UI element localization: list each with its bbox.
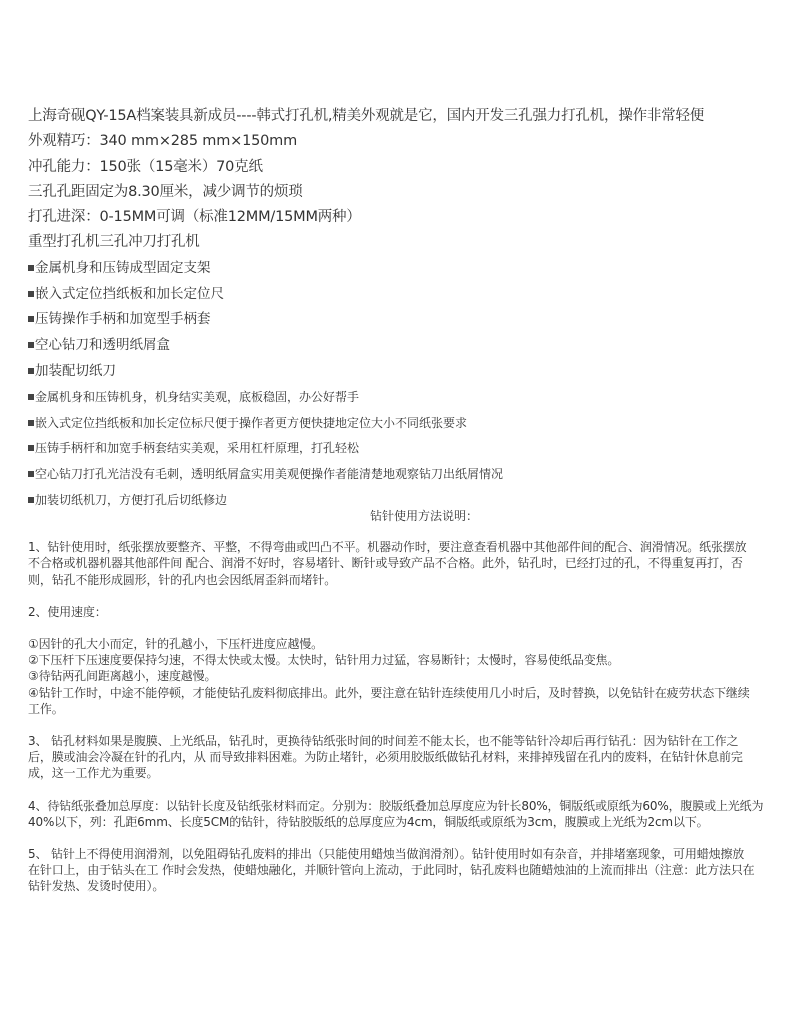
paragraph-line: 3、 钻孔材料如果是腹膜、上光纸品，钻孔时，更换待钻纸张时间的时间差不能太长，也不能等钻针冷却后再行钻孔：因为钻针在工作之	[28, 734, 739, 749]
list-item	[28, 256, 778, 282]
feature-list-detail	[28, 385, 778, 514]
list-item-text: 金属机身和压铸机身，机身结实美观，底板稳固，办公好帮手	[35, 389, 360, 404]
paragraph-line: ④钻针工作时，中途不能停顿，才能使钻孔废料彻底排出。此外，要注意在钻针连续使用几小时后，及时替换，以免钻针在疲劳状态下继续	[28, 685, 750, 700]
manual-paragraph-2	[28, 604, 780, 620]
square-bullet-icon	[28, 497, 34, 503]
list-item-text: 空心钻刀和透明纸屑盒	[35, 337, 170, 354]
feature-list-large	[28, 256, 778, 385]
paragraph-line: ③待钻两孔间距离越小，速度越慢。	[28, 669, 217, 684]
square-bullet-icon	[28, 394, 34, 400]
paragraph-line: 4、待钻纸张叠加总厚度：以钻针长度及钻纸张材料而定。分别为：胶版纸叠加总厚度应为针长80%，铜版纸或原纸为60%，腹膜或上光纸为	[28, 798, 764, 813]
paragraph-line: 则，钻孔不能形成圆形，针的孔内也会因纸屑歪斜而堵针。	[28, 572, 337, 587]
intro-model-name: 重型打孔机三孔冲刀打孔机	[28, 234, 200, 251]
list-item-text: 加装配切纸刀	[35, 362, 116, 379]
square-bullet-icon	[28, 291, 34, 297]
list-item-text: 嵌入式定位挡纸板和加长定位尺	[35, 285, 224, 302]
list-item-text: 嵌入式定位挡纸板和加长定位标尺便于操作者更方便快捷地定位大小不同纸张要求	[35, 415, 468, 430]
intro-hole-spacing: 三孔孔距固定为8.30厘米，减少调节的烦琐	[28, 183, 303, 200]
manual-paragraph-1	[28, 539, 780, 588]
paragraph-line: 成，这一工作尤为重要。	[28, 766, 159, 781]
product-description	[28, 104, 778, 514]
paragraph-line: 不合格或机器机器其他部件间 配合、润滑不好时，容易堵针、断针或导致产品不合格。此外，钻孔时，已经打过的孔，不得重复再打，否	[28, 556, 743, 571]
list-item	[28, 359, 778, 385]
paragraph-line: 钻针发热、发烫时使用）。	[28, 879, 165, 894]
paragraph-line: 2、使用速度：	[28, 604, 107, 619]
manual-paragraph-3	[28, 733, 780, 782]
square-bullet-icon	[28, 445, 34, 451]
list-item-text: 压铸操作手柄和加宽型手柄套	[35, 311, 211, 328]
square-bullet-icon	[28, 265, 34, 271]
list-item	[28, 411, 778, 437]
manual-title: 钻针使用方法说明：	[369, 509, 478, 523]
paragraph-line: ①因针的孔大小而定，针的孔越小，下压杆进度应越慢。	[28, 637, 324, 652]
manual-paragraph-4	[28, 798, 780, 830]
intro-headline: 上海奇砚QY-15A档案装具新成员----韩式打孔机,精美外观就是它，国内开发三孔强力打孔机，操作非常轻便	[28, 108, 705, 124]
list-item	[28, 385, 778, 411]
list-item	[28, 282, 778, 308]
list-item-text: 加装切纸机刀，方便打孔后切纸修边	[35, 492, 228, 507]
square-bullet-icon	[28, 342, 34, 348]
paragraph-line: 在针口上，由于钻头在工 作时会发热，使蜡烛融化，并顺针管向上流动，于此同时，钻孔废料也随蜡烛油的上流而排出（注意：此方法只在	[28, 863, 755, 878]
list-item	[28, 307, 778, 333]
manual-paragraph-speed	[28, 636, 780, 717]
manual-paragraph-5	[28, 846, 780, 895]
intro-capacity: 冲孔能力：150张（15毫米）70克纸	[28, 158, 263, 175]
paragraph-line: ②下压杆下压速度要保持匀速，不得太快或太慢。太快时，钻针用力过猛，容易断针；太慢时，容易使纸品变焦。	[28, 653, 620, 668]
list-item-text: 空心钻刀打孔光洁没有毛刺，透明纸屑盒实用美观便操作者能清楚地观察钻刀出纸屑情况	[35, 467, 504, 482]
list-item	[28, 436, 778, 462]
paragraph-line: 后，膜或油会冷凝在针的孔内，从 而导致排料困难。为防止堵针，必须用胶版纸做钻孔材料，来排掉残留在孔内的废料，在钻针休息前完	[28, 750, 743, 765]
usage-manual	[28, 508, 780, 911]
paragraph-line: 1、钻针使用时，纸张摆放要整齐、平整，不得弯曲或凹凸不平。机器动作时，要注意查看机器中其他部件间的配合、润滑情况。纸张摆放	[28, 540, 747, 555]
intro-depth: 打孔进深：0-15MM可调（标准12MM/15MM两种）	[28, 209, 361, 226]
paragraph-line: 工作。	[28, 701, 64, 716]
paragraph-line: 40%以下，列：孔距6mm、长度5CM的钻针，待钻胶版纸的总厚度应为4cm，铜版纸或原纸为3cm，腹膜或上光纸为2cm以下。	[28, 814, 709, 829]
list-item	[28, 333, 778, 359]
list-item-text: 金属机身和压铸成型固定支架	[35, 259, 211, 276]
list-item-text: 压铸手柄杆和加宽手柄套结实美观，采用杠杆原理，打孔轻松	[35, 441, 360, 456]
paragraph-line: 5、 钻针上不得使用润滑剂，以免阻碍钻孔废料的排出（只能使用蜡烛当做润滑剂）。钻针使用时如有杂音，并排堵塞现象，可用蜡烛擦放	[28, 847, 745, 862]
intro-dimensions: 外观精巧：340 mm×285 mm×150mm	[28, 133, 297, 150]
list-item	[28, 462, 778, 488]
square-bullet-icon	[28, 368, 34, 374]
square-bullet-icon	[28, 316, 34, 322]
square-bullet-icon	[28, 471, 34, 477]
square-bullet-icon	[28, 420, 34, 426]
